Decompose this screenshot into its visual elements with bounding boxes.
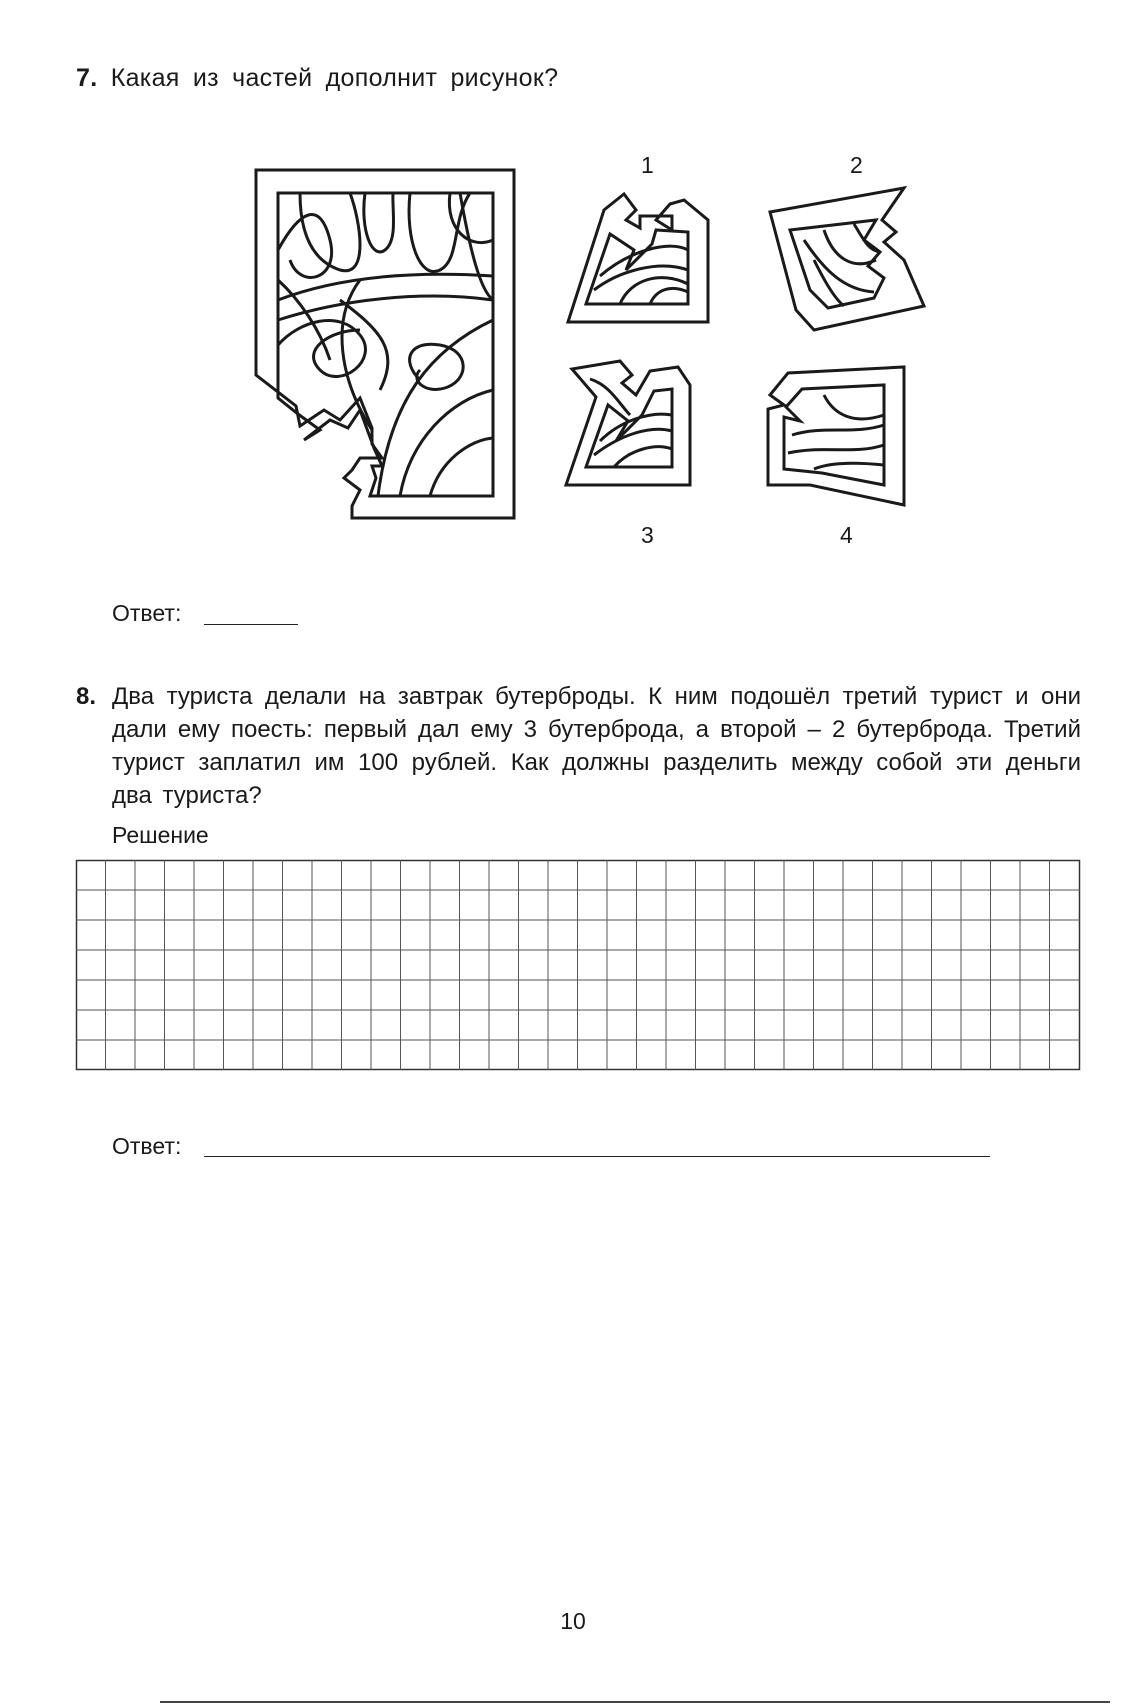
task7-question: 7. Какая из частей дополнит рисунок?: [76, 64, 559, 92]
task7-number: 7: [76, 64, 91, 92]
option-label-2: 2: [850, 152, 863, 178]
option-piece-1[interactable]: [560, 180, 740, 340]
solution-grid[interactable]: [76, 860, 1080, 1070]
task8-question: 8. Два туриста делали на завтрак бутерброды. К ним подошёл третий турист и они дали ему поесть: первый дал ему 3 бутерброда, а второй – 2 бутерброда. Третий турист заплатил им 100 рублей. Как должны разделить между собой эти деньги два туриста?: [76, 680, 1081, 812]
task7-question-text: Какая из частей дополнит рисунок?: [110, 64, 559, 92]
option-piece-3[interactable]: [560, 345, 740, 505]
page-number: 10: [560, 1608, 586, 1634]
option-label-4: 4: [840, 522, 853, 548]
bottom-divider: [160, 1701, 1110, 1703]
task8-solution-label: Решение: [112, 822, 209, 848]
task8-question-text: Два туриста делали на завтрак бутерброды. К ним подошёл третий турист и они дали ему поесть: первый дал ему 3 бутерброда, а второй – 2 бутерброда. Третий турист заплатил им 100 рублей. Как должны разделить между собой эти деньги два туриста?: [112, 683, 1081, 809]
option-piece-4[interactable]: [764, 345, 944, 505]
option-label-1: 1: [641, 152, 654, 178]
option-label-3: 3: [641, 522, 654, 548]
task8-answer-label: Ответ:: [112, 1133, 182, 1159]
task7-answer-field[interactable]: [204, 624, 298, 625]
task8-number: 8: [76, 683, 90, 710]
option-piece-2[interactable]: [764, 180, 944, 340]
task8-answer-field[interactable]: [204, 1156, 990, 1157]
task7-answer-label: Ответ:: [112, 600, 182, 626]
